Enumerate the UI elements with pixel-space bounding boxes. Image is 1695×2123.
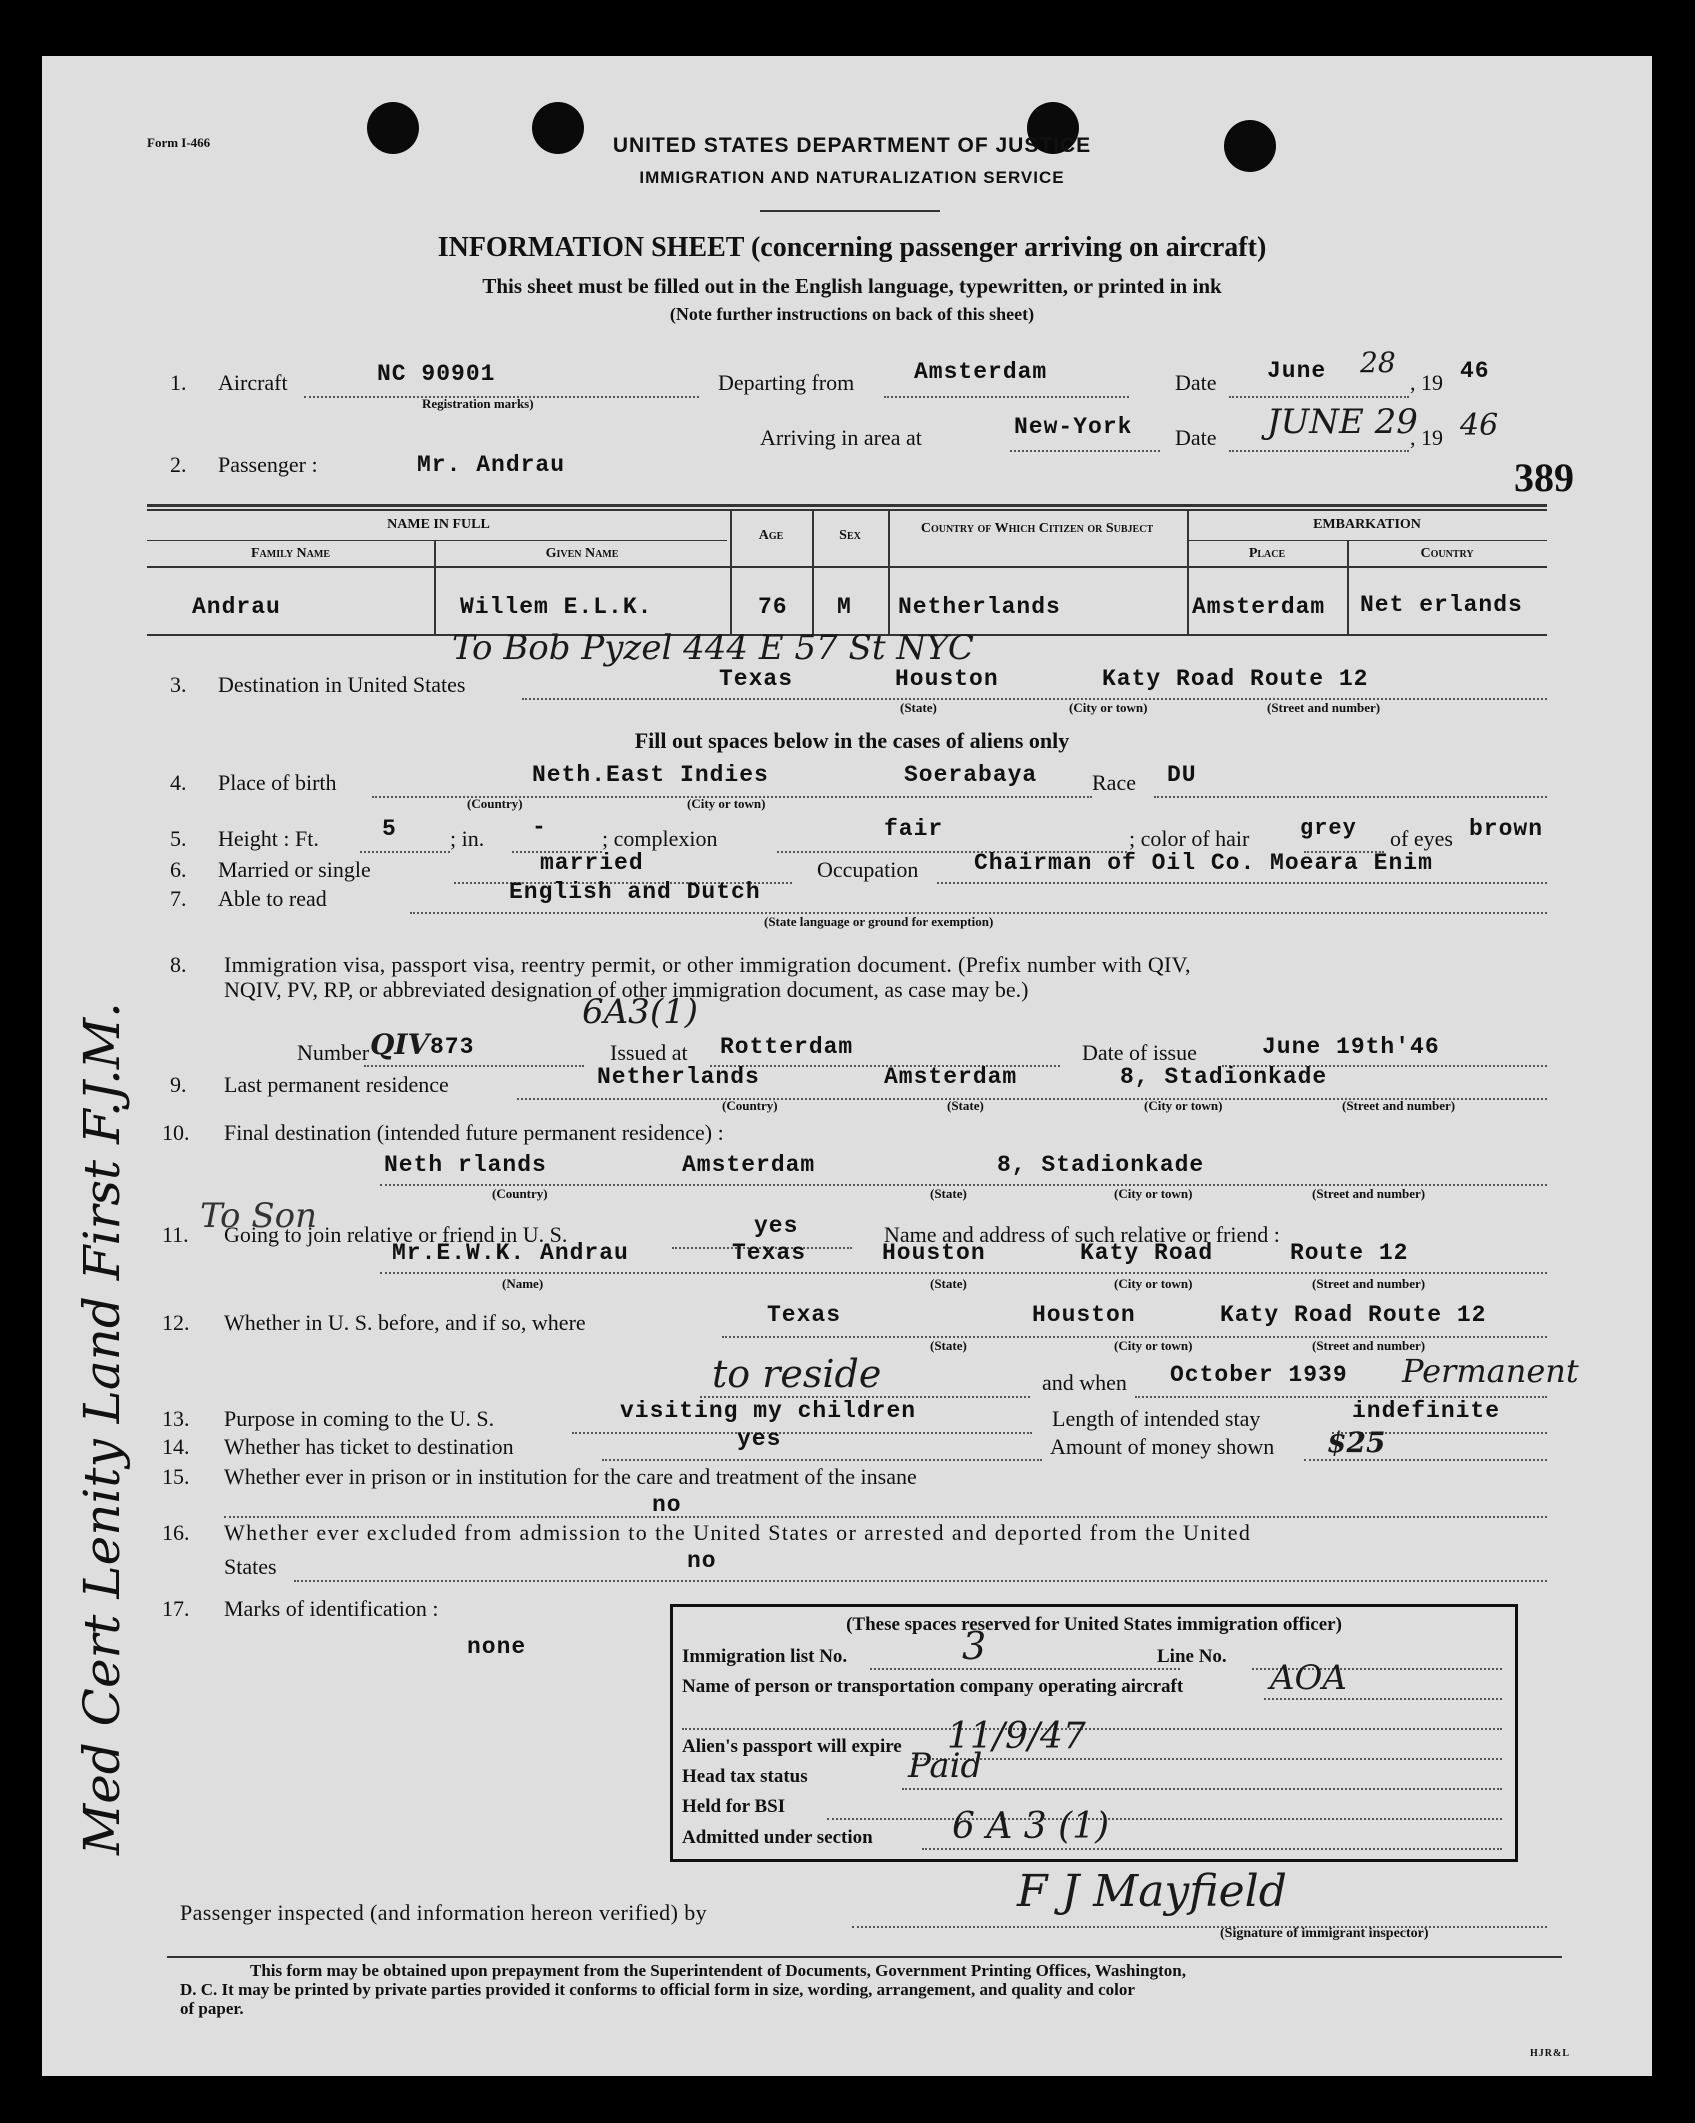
field-line [1010, 450, 1160, 452]
caption-city: (City or town) [1144, 1098, 1223, 1113]
citizen-country-value: Netherlands [898, 594, 1061, 620]
caption-city: (City or town) [1069, 700, 1148, 715]
when-handwritten-permanent: Permanent [1402, 1352, 1579, 1390]
destination-street: Katy Road Route 12 [1102, 666, 1369, 692]
eyes-label: of eyes [1390, 826, 1453, 851]
sheet-subtitle: This sheet must be filled out in the English language, typewritten, or printed in ink [482, 274, 1222, 298]
item-number: 9. [170, 1072, 187, 1097]
item-number: 4. [170, 770, 187, 795]
item-number: 5. [170, 826, 187, 851]
excluded-value: no [687, 1548, 717, 1574]
read-caption: (State language or ground for exemption) [764, 914, 994, 929]
join-relative-value: yes [754, 1213, 799, 1239]
punch-hole [367, 102, 419, 154]
money-value: $25 [1327, 1426, 1386, 1459]
field-line [294, 1580, 1547, 1582]
relative-handwritten-note: To Son [200, 1196, 317, 1236]
sex-header: Sex [839, 528, 861, 543]
item-number: 15. [162, 1464, 190, 1489]
caption-country: (Country) [492, 1186, 548, 1201]
ticket-value: yes [737, 1426, 782, 1452]
admitted-section-label: Admitted under section [682, 1827, 873, 1848]
immigration-list-label: Immigration list No. [682, 1646, 848, 1667]
hair-label: ; color of hair [1129, 826, 1250, 851]
head-tax-label: Head tax status [682, 1766, 808, 1787]
passport-expire-label: Alien's passport will expire [682, 1736, 902, 1757]
final-destination-label: Final destination (intended future permanent residence) : [224, 1120, 724, 1145]
read-label: Able to read [218, 886, 327, 911]
field-line [922, 1848, 1502, 1850]
previous-us-street: Katy Road Route 12 [1220, 1302, 1487, 1328]
inspector-signature: F J Mayfield [1017, 1866, 1287, 1917]
caption-city: (City or town) [687, 796, 766, 811]
stay-label: Length of intended stay [1052, 1406, 1261, 1431]
sheet-note: (Note further instructions on back of this sheet) [669, 304, 1035, 324]
excluded-label: Whether ever excluded from admission to the United States or arrested and deported from the United [224, 1520, 1252, 1545]
visa-handwritten-section: 6A3(1) [582, 992, 698, 1032]
table-header-rule [147, 540, 727, 541]
last-residence-country: Netherlands [597, 1064, 760, 1090]
inspector-signature-caption: (Signature of immigrant inspector) [1220, 1926, 1429, 1941]
previous-us-label: Whether in U. S. before, and if so, where [224, 1310, 586, 1335]
item-number: 2. [170, 452, 187, 477]
field-line [602, 1459, 1042, 1461]
caption-city: (City or town) [1114, 1338, 1193, 1353]
departing-label: Departing from [718, 370, 855, 395]
age-header: Age [758, 528, 784, 543]
final-destination-country: Neth rlands [384, 1152, 547, 1178]
visa-text-line2: NQIV, PV, RP, or abbreviated designation of other immigration document, as case may be.) [224, 977, 1029, 1002]
caption-country: (Country) [467, 796, 523, 811]
item-number: 3. [170, 672, 187, 697]
issued-at-value: Rotterdam [720, 1034, 854, 1060]
birth-country: Neth.East Indies [532, 762, 769, 788]
relative-name: Mr.E.W.K. Andrau [392, 1240, 629, 1266]
destination-state: Texas [719, 666, 794, 692]
married-label: Married or single [218, 857, 371, 882]
read-value: English and Dutch [509, 879, 761, 905]
field-line [1229, 450, 1409, 452]
prison-value: no [652, 1492, 682, 1518]
prison-label: Whether ever in prison or in institution for the care and treatment of the insane [224, 1464, 917, 1489]
embarkation-country-header: Country [1420, 546, 1474, 561]
item-number: 12. [162, 1310, 190, 1335]
caption-state: (State) [947, 1098, 984, 1113]
relative-route: Route 12 [1290, 1240, 1409, 1266]
field-line [1154, 796, 1547, 798]
when-label: and when [1042, 1370, 1127, 1395]
visa-number: 873 [430, 1034, 475, 1060]
form-sheet [42, 56, 1652, 2076]
item-number: 17. [162, 1596, 190, 1621]
excluded-label-cont: States [224, 1554, 277, 1579]
caption-city: (City or town) [1114, 1186, 1193, 1201]
department-title: UNITED STATES DEPARTMENT OF JUSTICE [612, 134, 1092, 157]
ticket-label: Whether has ticket to destination [224, 1434, 514, 1459]
admitted-section-value: 6 A 3 (1) [952, 1806, 1110, 1847]
citizen-country-header: Country of Which Citizen or Subject [920, 521, 1154, 536]
passport-expire-value: 11/9/47 [947, 1716, 1086, 1757]
age-value: 76 [758, 594, 788, 620]
arriving-date-label: Date [1175, 425, 1217, 450]
table-top-rule [147, 504, 1547, 507]
visa-number-label: Number [297, 1040, 370, 1065]
caption-state: (State) [930, 1186, 967, 1201]
arriving-year-prefix: , 19 [1410, 425, 1443, 450]
table-header-rule [1187, 540, 1547, 541]
item-number: 14. [162, 1434, 190, 1459]
family-name-value: Andrau [192, 594, 281, 620]
complexion-label: ; complexion [602, 826, 718, 851]
embarkation-header: EMBARKATION [1313, 517, 1421, 532]
field-line [884, 396, 1129, 398]
punch-hole [1224, 120, 1276, 172]
height-inches: - [532, 814, 547, 840]
arriving-year: 46 [1460, 408, 1499, 443]
field-line [682, 1728, 1502, 1730]
purpose-value: visiting my children [620, 1398, 917, 1424]
footer-line3: of paper. [180, 1999, 244, 2018]
service-title: IMMIGRATION AND NATURALIZATION SERVICE [639, 168, 1065, 187]
caption-state: (State) [930, 1338, 967, 1353]
table-top-rule [147, 509, 1547, 511]
family-name-header: Family Name [250, 546, 331, 561]
race-value: DU [1167, 762, 1197, 788]
item-number: 10. [162, 1120, 190, 1145]
occupation-value: Chairman of Oil Co. Moeara Enim [974, 850, 1433, 876]
caption-street: (Street and number) [1312, 1186, 1426, 1201]
date-of-issue-value: June 19th'46 [1262, 1034, 1440, 1060]
date-month: June [1267, 358, 1327, 384]
field-line [380, 1272, 1547, 1274]
field-line [1229, 396, 1409, 398]
field-line [572, 1432, 1032, 1434]
caption-city: (City or town) [1114, 1276, 1193, 1291]
footer-line1: This form may be obtained upon prepayment from the Superintendent of Documents, Government Printing Offices, Washington, [250, 1961, 1186, 1980]
item-number: 16. [162, 1520, 190, 1545]
relative-city: Houston [882, 1240, 986, 1266]
item-number: 7. [170, 886, 187, 911]
birth-city: Soerabaya [904, 762, 1038, 788]
stamp-number: 389 [1514, 455, 1574, 500]
date-label: Date [1175, 370, 1217, 395]
race-label: Race [1092, 770, 1136, 795]
sheet-title: INFORMATION SHEET (concerning passenger arriving on aircraft) [437, 232, 1267, 263]
field-line [852, 1926, 1547, 1928]
issued-at-label: Issued at [610, 1040, 688, 1065]
caption-state: (State) [930, 1276, 967, 1291]
join-relative-label: Going to join relative or friend in U. S. [224, 1222, 568, 1247]
destination-city: Houston [895, 666, 999, 692]
height-label: Height : Ft. [218, 826, 319, 851]
relative-street: Katy Road [1080, 1240, 1214, 1266]
line-number-label: Line No. [1157, 1646, 1227, 1667]
passenger-label: Passenger : [218, 452, 318, 477]
field-line [364, 1065, 584, 1067]
relative-name-label: Name and address of such relative or friend : [884, 1222, 1280, 1247]
date-day: 28 [1360, 346, 1396, 379]
operator-label: Name of person or transportation company operating aircraft [682, 1676, 1184, 1697]
height-feet: 5 [382, 816, 397, 842]
visa-text-line1: Immigration visa, passport visa, reentry permit, or other immigration document. (Prefix number with QIV, [224, 952, 1191, 977]
field-line [1264, 1698, 1502, 1700]
money-label: Amount of money shown [1050, 1434, 1275, 1459]
caption-name: (Name) [502, 1276, 544, 1291]
aircraft-label: Aircraft [218, 370, 288, 395]
caption-street: (Street and number) [1267, 700, 1381, 715]
previous-us-city: Houston [1032, 1302, 1136, 1328]
item-number: 11. [162, 1222, 189, 1247]
aliens-only-heading: Fill out spaces below in the cases of aliens only [634, 728, 1070, 753]
field-line [827, 1818, 1502, 1820]
hair-value: grey [1300, 816, 1357, 841]
head-tax-value: Paid [908, 1746, 983, 1786]
caption-country: (Country) [722, 1098, 778, 1113]
purpose-label: Purpose in coming to the U. S. [224, 1406, 495, 1431]
embarkation-place-header: Place [1248, 546, 1286, 561]
previous-us-handwritten-reside: to reside [712, 1352, 882, 1396]
held-for-bsi-label: Held for BSI [682, 1796, 786, 1817]
last-residence-label: Last permanent residence [224, 1072, 449, 1097]
caption-state: (State) [900, 700, 937, 715]
departing-value: Amsterdam [914, 359, 1048, 385]
item-number: 1. [170, 370, 187, 395]
operator-value: AOA [1270, 1658, 1347, 1698]
form-id: Form I-466 [147, 135, 211, 150]
height-inches-label: ; in. [450, 826, 485, 851]
field-line [360, 851, 450, 853]
officer-box-title: (These spaces reserved for United States immigration officer) [846, 1614, 1342, 1635]
embarkation-place-value: Amsterdam [1192, 594, 1326, 620]
identification-label: Marks of identification : [224, 1596, 439, 1621]
field-line [224, 1516, 1547, 1518]
footer-code: HJR&L [1530, 2048, 1570, 2059]
field-line [937, 882, 1547, 884]
field-line [870, 1668, 1180, 1670]
field-line [902, 1788, 1502, 1790]
aircraft-value: NC 90901 [377, 361, 496, 387]
inspection-label: Passenger inspected (and information hereon verified) by [180, 1900, 708, 1925]
stay-value: indefinite [1352, 1398, 1501, 1424]
date-of-issue-label: Date of issue [1082, 1040, 1197, 1065]
last-residence-street: 8, Stadionkade [1120, 1064, 1328, 1090]
footer-rule [167, 1956, 1562, 1958]
last-residence-state: Amsterdam [884, 1064, 1018, 1090]
margin-handwritten-note: Med Cert Lenity Land First F.J.M. [73, 1002, 131, 1855]
complexion-value: fair [884, 816, 944, 842]
relative-state: Texas [732, 1240, 807, 1266]
year-prefix: , 19 [1410, 370, 1443, 395]
final-destination-state: Amsterdam [682, 1152, 816, 1178]
item-number: 6. [170, 857, 187, 882]
previous-us-state: Texas [767, 1302, 842, 1328]
married-value: married [540, 850, 644, 876]
immigration-list-value: 3 [962, 1624, 987, 1668]
sex-value: M [837, 594, 852, 620]
eyes-value: brown [1469, 816, 1544, 842]
field-line [522, 698, 1547, 700]
destination-label: Destination in United States [218, 672, 466, 697]
header-rule [760, 210, 940, 212]
occupation-label: Occupation [817, 857, 919, 882]
date-year: 46 [1460, 358, 1490, 384]
table-header-rule [147, 566, 1547, 568]
registration-caption: Registration marks) [422, 396, 534, 411]
item-number: 8. [170, 952, 187, 977]
caption-street: (Street and number) [1312, 1276, 1426, 1291]
passenger-value: Mr. Andrau [417, 452, 566, 478]
caption-street: (Street and number) [1312, 1338, 1426, 1353]
arriving-date-handwritten: JUNE 29 [1267, 402, 1418, 442]
given-name-header: Given Name [545, 546, 619, 561]
field-line [1304, 1459, 1547, 1461]
given-name-value: Willem E.L.K. [460, 594, 653, 620]
place-of-birth-label: Place of birth [218, 770, 337, 795]
identification-value: none [467, 1634, 527, 1660]
table-column-rule [888, 511, 890, 634]
handwritten-destination-note: To Bob Pyzel 444 E 57 St NYC [452, 628, 974, 668]
when-value: October 1939 [1170, 1362, 1348, 1388]
embarkation-country-value: Net erlands [1360, 592, 1523, 618]
arriving-label: Arriving in area at [760, 425, 922, 450]
caption-street: (Street and number) [1342, 1098, 1456, 1113]
footer-line2: D. C. It may be printed by private parties provided it conforms to official form in size, wording, arrangement, and quality and color [180, 1980, 1135, 1999]
item-number: 13. [162, 1406, 190, 1431]
final-destination-city: 8, Stadionkade [997, 1152, 1205, 1178]
visa-number-prefix: QIV [370, 1028, 430, 1061]
arriving-place: New-York [1014, 414, 1133, 440]
name-in-full-header: NAME IN FULL [387, 517, 490, 532]
field-line [912, 1758, 1502, 1760]
